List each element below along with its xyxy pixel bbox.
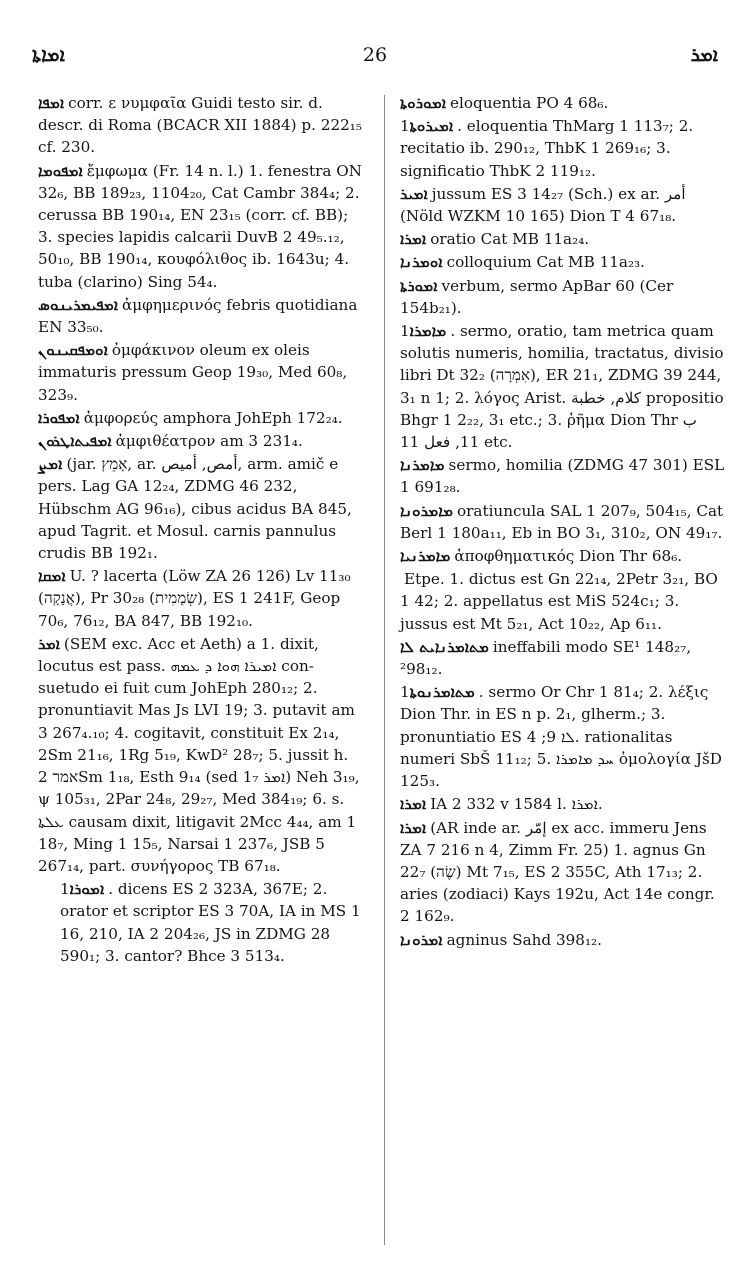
dictionary-entry — [400, 115, 726, 182]
dictionary-entry — [38, 453, 364, 564]
column-divider — [384, 95, 385, 1245]
dictionary-entry — [400, 681, 726, 792]
entry-headword: ܐܡܪ — [38, 634, 60, 653]
entry-headword: ܐܡܪܐ — [400, 230, 427, 249]
dictionary-entry — [400, 251, 726, 273]
dictionary-entry — [38, 565, 364, 632]
dictionary-entry — [38, 633, 364, 877]
entry-headword: ܐܡܪܐ — [400, 795, 427, 814]
entry-headword: ܡܐܡܪܢܝܐ — [400, 547, 451, 566]
entry-text: oratio Cat MB 11a₂₄. — [430, 230, 590, 249]
entry-text: ἔμφωμα (Fr. 14 n. l.) 1. fenestra ON 32₆, BB 189₂₃, 1104₂₀, Cat Cambr 384₄; 2. cerussa BB 190₁₄, EN 23₁₅ (corr. cf. BB); 3. species lapidis calcarii DuvB 2 49₅.₁₂, 50₁₀, BB 190₁₄, κουφόλιθος ib. 1643u; 4. tuba (clarino) Sing 54₄. — [38, 161, 362, 291]
dictionary-entry — [38, 92, 364, 159]
entry-text: ἀμφιθέατρον am 3 231₄. — [115, 432, 303, 451]
page-header — [32, 44, 718, 74]
entry-headword: ܐܡܦܝܡܪܝܢܘܣ — [38, 295, 119, 314]
dictionary-entry — [38, 339, 364, 406]
entry-headword: ܐܡܪܘܢܐ — [400, 930, 443, 949]
dictionary-entry — [38, 407, 364, 429]
page-number: 26 — [362, 44, 388, 66]
entry-text: 1. sermo, oratio, tam metrica quam solutis numeris, homilia, tractatus, divisio libri Dt 32₂ (אִמְרָה), ER 21₁, ZDMG 39 244, 3₁ n 1; 2. λόγος Arist. كلام, خطبة propositio Bhgr 1 2₂₂, 3₁ etc.; 3. ῥῆμα Dion Thr ب 11, فعل 11 etc. — [400, 322, 724, 452]
entry-headword: ܐܡܦܘܡܐ — [38, 161, 83, 180]
entry-text: Etpe. 1. dictus est Gn 22₁₄, 2Petr 3₂₁, BO 1 42; 2. appellatus est MiS 524c₁; 3. jussus est Mt 5₂₁, Act 10₂₂, Ap 6₁₁. — [400, 570, 718, 633]
entry-text: 1. sermo Or Chr 1 81₄; 2. λέξις Dion Thr. in ES n p. 2₁, glherm.; 3. pronuntiatio ES ܠܐ 9; 4. rationalitas numeri SbŠ 11₁₂; 5. ܚܕ ܡܐܡܪܐ ὁμολογία JšD 125₃. — [400, 683, 722, 791]
entry-text: oratiuncula SAL 1 207₉, 504₁₅, Cat Berl 1 180a₁₁, Eb in BO 3₁, 310₂, ON 49₁₇. — [400, 501, 724, 542]
dictionary-entry — [400, 454, 726, 498]
entry-text: 1. dicens ES 2 323A, 367E; 2. orator et scriptor ES 3 70A, IA in MS 1 16, 210, IA 2 204₂₆, JS in ZDMG 28 590₁; 3. cantor? Bhce 3 513₄. — [60, 880, 361, 965]
entry-text: ἀμφορεύς amphora JohEph 172₂₄. — [83, 408, 343, 427]
entry-headword: ܡܬܐܡܪܢܐܝܬ ܠܐ — [400, 637, 489, 656]
dictionary-entry — [38, 430, 364, 452]
dictionary-entry — [400, 228, 726, 250]
running-headword-right: ܐܡܪ — [690, 44, 718, 66]
entry-headword: ܡܬܐܡܪܢܘܬܐ — [409, 683, 475, 702]
entry-headword: ܐܡܘܪܬܐ — [400, 276, 438, 295]
dictionary-entry — [400, 320, 726, 453]
dictionary-entry — [38, 294, 364, 338]
dictionary-entry — [400, 817, 726, 928]
entry-headword: ܐܡܘܪܐ — [69, 880, 105, 899]
entry-text: agninus Sahd 398₁₂. — [446, 930, 602, 949]
entry-text: ὀμφάκινον oleum ex oleis immaturis pressum Geop 19₃₀, Med 60₈, 323₉. — [38, 341, 348, 404]
entry-headword: ܐܘܡܪܢܐ — [400, 253, 443, 272]
left-column — [38, 92, 364, 968]
entry-headword: ܐܡܦܝܬܐܛܪܘܢ — [38, 432, 112, 451]
entry-headword: ܐܡܝܪܘܬܐ — [409, 117, 454, 136]
entry-headword: ܡܐܡܪܘܢܐ — [400, 501, 454, 520]
entry-text: verbum, sermo ApBar 60 (Cer 154b₂₁). — [400, 276, 674, 317]
entry-text: ἀμφημερινός febris quotidiana EN 33₅₀. — [38, 295, 358, 337]
dictionary-entry — [400, 500, 726, 544]
dictionary-entry — [400, 92, 726, 114]
entry-headword: ܐܡܦܐ — [38, 94, 65, 112]
dictionary-entry — [400, 568, 726, 635]
entry-text: (AR inde ar. إمّر ex acc. immeru Jens ZA 7 216 n 4, Zimm Fr. 25) 1. agnus Gn 22₇ (שֶׂה) Mt 7₁₅, ES 2 355C, Ath 17₁₃; 2. aries (zodiaci) Kays 192u, Act 14e congr. 2 162₉. — [400, 818, 715, 926]
entry-text: sermo, homilia (ZDMG 47 301) ESL 1 691₂₈. — [400, 456, 725, 497]
entry-headword: ܐܡܪܐ — [400, 818, 427, 837]
entry-headword: ܐܡܦܘܪܐ — [38, 408, 80, 427]
entry-text: 1. eloquentia ThMarg 1 113₇; 2. recitatio ib. 290₁₂, ThbK 1 269₁₆; 3. significatio ThbK 2 119₁₂. — [400, 117, 694, 180]
entry-text: eloquentia PO 4 68₆. — [450, 94, 609, 112]
entry-headword: ܐܘܡܦܩܝܢܘܢ — [38, 341, 108, 360]
entry-text: U. ? lacerta (Löw ZA 26 126) Lv 11₃₀ (אֲנָקָה), Pr 30₂₈ (שְׂמָמִית), ES 1 241F, Geop 70₆, 76₁₂, BA 847, BB 192₁₀. — [38, 567, 351, 630]
entry-headword: ܐܡܘܪܘܬܐ — [400, 94, 447, 112]
dictionary-entry — [38, 878, 364, 967]
entry-text: ἀποφθηματικός Dion Thr 68₆. — [454, 547, 683, 566]
entry-text: colloquium Cat MB 11a₂₃. — [446, 253, 645, 272]
entry-headword: ܡܐܡܪܢܐ — [400, 456, 445, 475]
dictionary-entry — [400, 545, 726, 567]
entry-headword: ܐܡܨ — [38, 455, 63, 474]
dictionary-entry — [38, 160, 364, 293]
entry-text: jussum ES 3 14₂₇ (Sch.) ex ar. أمر (Nöld WZKM 10 165) Dion T 4 67₁₈. — [400, 184, 686, 226]
entry-headword: ܡܐܡܪܐ — [409, 322, 447, 341]
running-headword-left: ܐܡܐܬܐ — [32, 44, 65, 66]
entry-text: (jar. אָמֵץ, ar. أمص, أميص, arm. amič e pers. Lag GA 12₂₄, ZDMG 46 232, Hübschm AG 96₁₆), cibus acidus BA 845, apud Tagrit. et Mosul. carnis pannulus crudis BB 192₁. — [38, 455, 352, 563]
entry-text: ineffabili modo SE¹ 148₂₇, ²98₁₂. — [400, 637, 692, 679]
entry-headword: ܐܡܝܪ — [400, 184, 428, 203]
dictionary-entry — [400, 793, 726, 815]
dictionary-entry — [400, 183, 726, 227]
entry-headword: ܐܡܩܐ — [38, 567, 66, 586]
entry-text: corr. ε νυμφαῖα Guidi testo sir. d. descr. di Roma (BCACR XII 1884) p. 222₁₅ cf. 230. — [38, 94, 362, 157]
dictionary-entry — [400, 636, 726, 680]
entry-text: (SEM exc. Acc et Aeth) a 1. dixit, locutus est pass. ܐܡܝܪܐ ܗܘܐ ܕ ܥܡܗ con-suetudo ei fuit cum JohEph 280₁₂; 2. pronuntiavit Mas Js LVI 19; 3. putavit am 3 267₄.₁₀; 4. cogitavit, constituit Ex 2₁₄, 2Sm 21₁₆, 1Rg 5₁₉, KwD² 28₇; 5. jussit h. אמר 2Sm 1₁₈, Esth 9₁₄ (sed 1₇ ܐܡܪ) Neh 3₁₉, ψ 105₃₁, 2Par 24₈, 29₂₇, Med 384₁₉; 6. s. ܥܠܬܐ causam dixit, litigavit 2Mcc 4₄₄, am 1 18₇, Ming 1 15₅, Narsai 1 237₆, JSB 5 267₁₄, part. συνήγορος TB 67₁₈. — [38, 634, 360, 875]
entry-text: IA 2 332 v 1584 l. ܐܡܪܐ. — [430, 795, 603, 814]
right-column — [400, 92, 726, 952]
dictionary-entry — [400, 275, 726, 319]
dictionary-entry — [400, 929, 726, 951]
